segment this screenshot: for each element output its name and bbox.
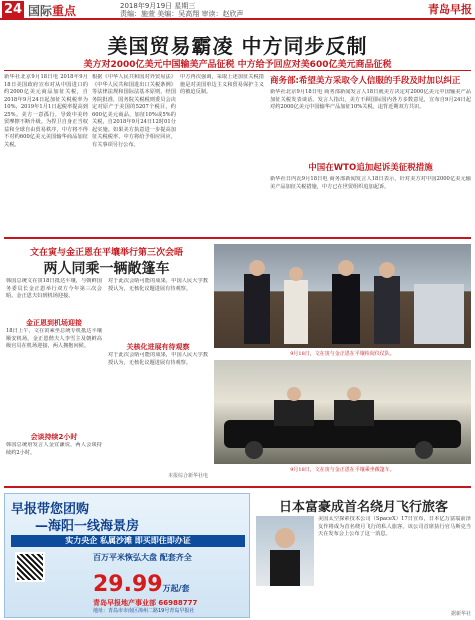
- summit-text-4: 对于此次会晤可能的成果，中国人民大学教授认为，无核化议题进展有待观察。: [108, 278, 208, 292]
- divider: [4, 70, 471, 71]
- ad-offer: 百万平米恢弘大盘 配套齐全: [93, 553, 192, 562]
- summit-photo-2: [214, 360, 471, 464]
- ad-band: 实力央企 私属沙滩 即买即住即办证: [11, 535, 245, 547]
- lead-column-2: 根据《中华人民共和国对外贸易法》《中华人民共和国进出口关税条例》等法律法规和国际法基本原则，经国务院批准，国务院关税税则委员会决定对原产于美国的5207个税目，约600亿美元商品，加征10%或5%的关税，自2018年9月24日12时01分起实施。如果美方执意进一步提高加征关税税率，中方将给予相应回应，有关事项另行公布。: [92, 74, 176, 148]
- editor-line: 责编：施萱 美编：吴高翔 审读：赵欣声: [120, 10, 244, 18]
- ad-price: [93, 572, 190, 597]
- sidebar-title-2: 中国在WTO追加起诉美征税措施: [308, 163, 433, 173]
- summit-byline: 本报综合新华社电: [167, 473, 208, 479]
- ad-line-2: —海阳一线海景房: [35, 519, 140, 534]
- summit-sub-2: 会谈持续2小时: [30, 433, 78, 441]
- lead-column-1: 新华社北京9月18日电 2018年9月18日美国政府宣布对从中国进口的约2000亿美元商品加征关税，自2018年9月24日起加征关税税率为10%，2019年1月1日起税率提高到25%。美方一意孤行，导致中美经贸摩擦不断升级。为捍卫自身正当权益和全球自由贸易秩序，中方将不得不对约600亿美元美国输华商品加征关税。: [4, 74, 88, 148]
- section-highlight: 重点: [52, 4, 77, 18]
- summit-kicker: 文在寅与金正恩在平壤举行第三次会晤: [29, 248, 183, 258]
- ad-address: 地址：青岛市市南区漳州二路19号青岛早报社: [93, 608, 195, 614]
- people-photo-icon: [214, 244, 471, 348]
- section-title: [28, 2, 76, 19]
- summit-text-3: 韩国总统府发言人金宜谦说，两人会谈持续约2小时。: [6, 442, 102, 456]
- newspaper-logo: 青岛早报: [428, 3, 472, 16]
- japan-byline: 据新华社: [450, 611, 471, 617]
- sidebar-news: [270, 74, 471, 232]
- summit-text-5: 对于此次会晤可能的成果，中国人民大学教授认为，无核化议题进展有待观察。: [108, 352, 208, 366]
- ad-line-1: 早报带您团购: [11, 502, 90, 517]
- ad-price-value: 29.99: [93, 572, 163, 597]
- summit-headline: 两人同乘一辆敞篷车: [43, 261, 170, 277]
- summit-caption-2: 9月18日，文在寅与金正恩在平壤乘坐敞篷车。: [290, 467, 395, 473]
- issue-meta: [120, 2, 260, 18]
- sidebar-text-2: 新华社日内瓦9月18日电 商务部新闻发言人18日表示，针对美方对中国2000亿美元输美产品加征关税措施，中方已在世贸组织追加起诉。: [270, 176, 471, 190]
- summit-photo-1: [214, 244, 471, 348]
- sidebar-title-1: 商务部:希望美方采取令人信服的手段及时加以纠正: [270, 76, 461, 86]
- section-label: 国际: [28, 4, 53, 18]
- summit-caption-1: 9月18日，文在寅与金正恩在平壤检阅仪仗队。: [290, 351, 395, 357]
- lead-column-3: 中方再次强调，采取上述加征关税措施是对美国单边主义和贸易保护主义的被迫反制。: [180, 74, 264, 95]
- divider: [4, 486, 471, 488]
- summit-text-1: 韩国总统文在寅18日抵达平壤，与朝鲜国务委员长金正恩举行双方今年第三次会晤。金正恩夫妇到机场迎接。: [6, 278, 102, 299]
- person-photo-icon: [256, 516, 314, 586]
- japan-text: 美国太空探索技术公司（SpaceX）17日宣布，日本亿万富翁前泽友作将成为首名绕月飞行的私人旅客。该公司首席执行官马斯克当天在发布会上公布了这一消息。: [318, 516, 471, 537]
- advertisement[interactable]: [4, 493, 250, 618]
- lead-subheadline: 美方对2000亿美元中国输美产品征税 中方给予回应对美600亿美元商品征税: [83, 60, 392, 70]
- divider: [4, 237, 471, 239]
- lead-headline: 美国贸易霸凌 中方同步反制: [107, 34, 368, 58]
- sidebar-text-1: 新华社北京9月18日电 商务部新闻发言人18日就美方决定对2000亿美元中国输美产品加征关税发表谈话。发言人指出，美方不顾国际国内各方多数意见，宣布自9月24日起对约2000亿美元中国输华产品加征10%关税，违背近期双方共识。: [270, 89, 471, 110]
- ad-price-unit: 万起/套: [162, 584, 190, 593]
- japan-photo: [256, 516, 314, 586]
- car-photo-icon: [214, 360, 471, 464]
- summit-sub-1: 金正恩到机场迎接: [26, 319, 82, 327]
- qr-code-icon[interactable]: [15, 552, 45, 582]
- ad-phone: 青岛早报地产事业部 66988777: [93, 599, 198, 607]
- japan-headline: 日本富豪成首名绕月飞行旅客: [278, 500, 448, 515]
- summit-text-2: 18日上午，文在寅乘坐总统专机抵达平壤顺安机场。金正恩偕夫人李雪主及朝鲜高级官员在机场迎接，两人拥抱问候。: [6, 328, 102, 349]
- date-line: 2018年9月19日 星期三: [120, 2, 196, 10]
- page-number: 24: [3, 2, 23, 17]
- summit-sub-3: 关核化进展有待观察: [126, 343, 190, 351]
